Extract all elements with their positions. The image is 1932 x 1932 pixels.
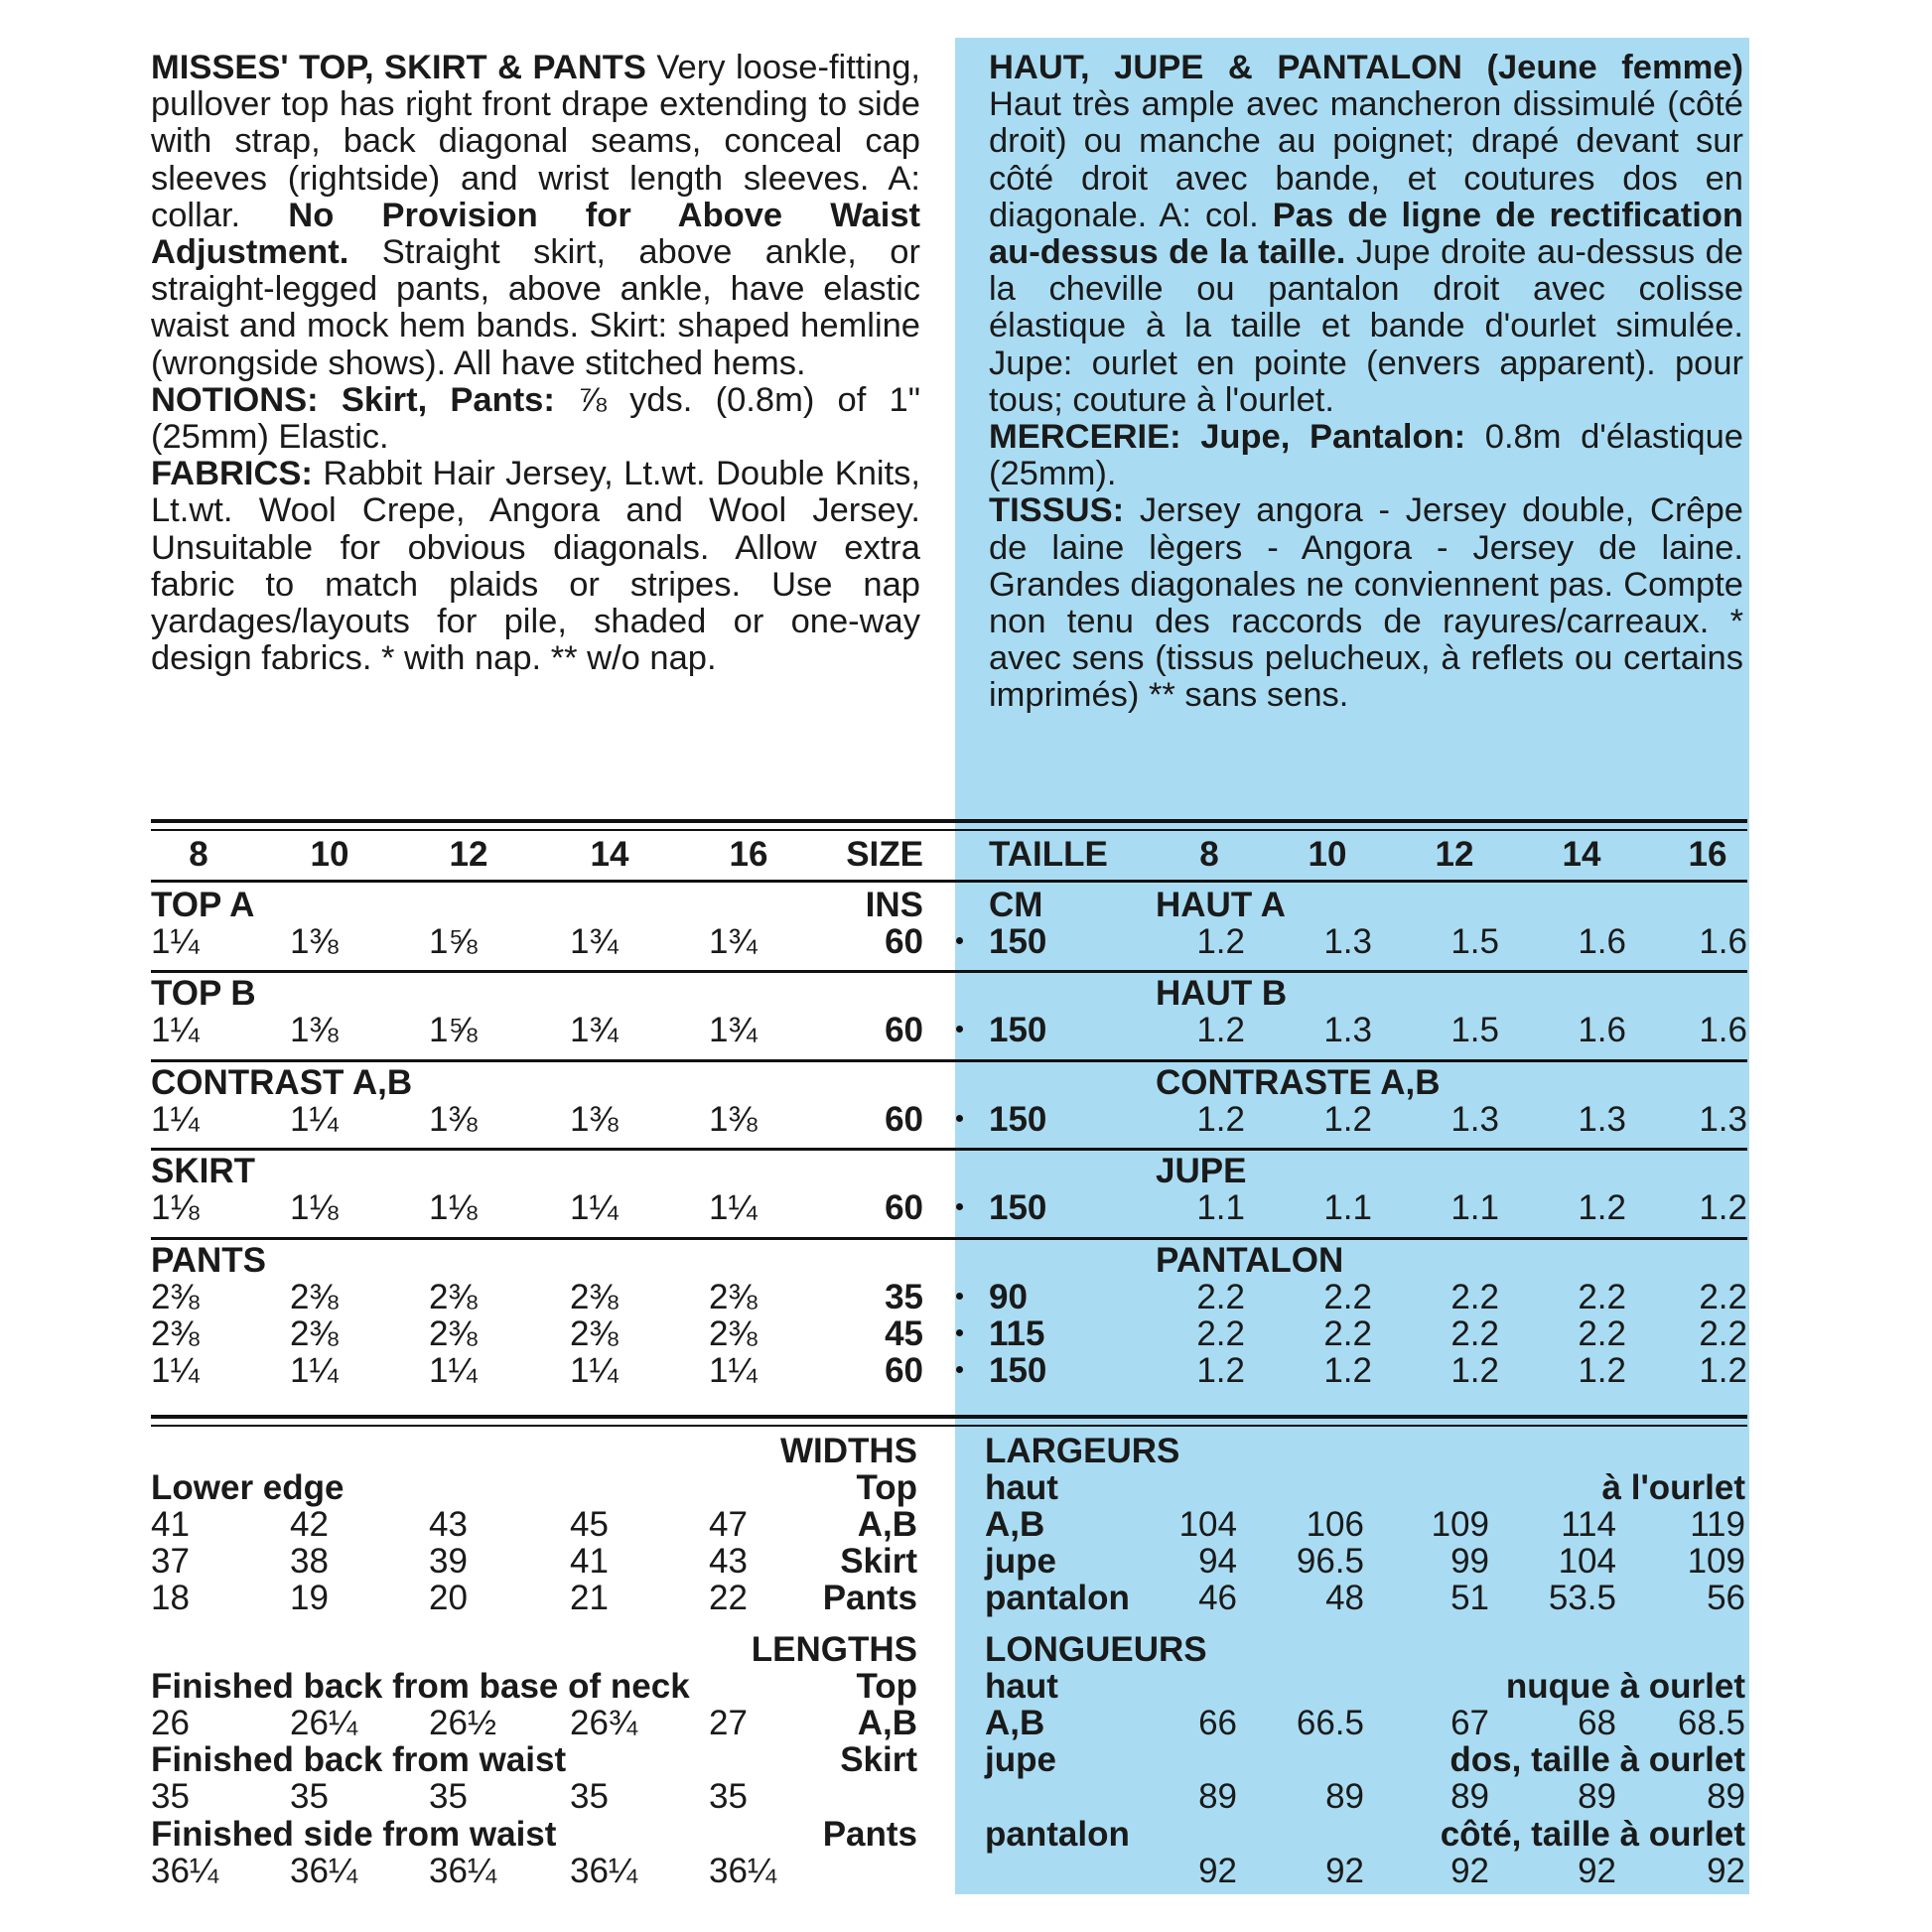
yardage-value-en: 1¼ xyxy=(570,1188,619,1227)
width-value-en: 45 xyxy=(570,1505,609,1544)
fabric-width-cm: 150 xyxy=(989,1100,1047,1139)
yardage-value-fr: 1.2 xyxy=(1578,1188,1626,1227)
yardage-value-en: 2⅜ xyxy=(709,1314,758,1353)
size-header-fr: 10 xyxy=(1308,835,1347,874)
french-description: HAUT, JUPE & PANTALON (Jeune femme) Haut très ample avec mancheron dissimulé (côté droit) ou manche au poignet; drapé devant sur côté droit avec bande, et coutures dos en diagonale. A: col. Pas de ligne de rectification au-dessus de la taille. Jupe droite au-dessus de la cheville ou pantalon droit avec colisse élastique à la taille et bande d'ourlet simulée. Jupe: ourlet en pointe (envers apparent). pour tous; couture à l'ourlet. MERCERIE: Jupe, Pantalon: 0.8m d'élastique (25mm). TISSUS: Jersey angora - Jersey double, Crêpe de laine lègers - Angora - Jersey de laine. Grandes diagonales ne conviennent pas. Compte non tenu des raccords de rayures/carreaux. * avec sens (tissus pelucheux, à reflets ou certains imprimés) ** sans sens. xyxy=(989,49,1743,715)
width-value-fr: 109 xyxy=(1687,1542,1745,1581)
length-skirt-value-fr: 89 xyxy=(1450,1777,1489,1816)
section-rule xyxy=(151,1059,1747,1062)
yardage-value-fr: 1.2 xyxy=(1323,1351,1372,1390)
width-value-fr: 56 xyxy=(1707,1579,1745,1617)
with-nap-marker xyxy=(956,1329,963,1336)
length-pants-value-en: 36¼ xyxy=(429,1852,497,1890)
yardage-value-fr: 1.6 xyxy=(1699,922,1747,961)
yardage-value-fr: 2.2 xyxy=(1196,1314,1245,1353)
widths-title: WIDTHS xyxy=(779,1432,917,1470)
section-rule xyxy=(151,1237,1747,1240)
section-rule xyxy=(151,1148,1747,1151)
length-skirt-value-en: 35 xyxy=(709,1777,748,1816)
yardage-value-en: 1⅛ xyxy=(429,1188,478,1227)
length-top-value-fr: 68.5 xyxy=(1677,1704,1745,1742)
width-value-fr: 46 xyxy=(1198,1579,1237,1617)
ins-label: INS xyxy=(865,886,923,924)
width-value-fr: 114 xyxy=(1561,1505,1616,1544)
fabric-width-cm: 150 xyxy=(989,1351,1047,1390)
yardage-value-en: 1¼ xyxy=(151,1011,200,1049)
length-top-value-fr: 67 xyxy=(1450,1704,1489,1742)
fabric-width-in: 60 xyxy=(885,922,923,961)
yardage-value-fr: 1.2 xyxy=(1699,1351,1747,1390)
yardage-value-en: 2⅜ xyxy=(290,1278,339,1316)
section-label-fr: CONTRASTE A,B xyxy=(1156,1063,1441,1102)
yardage-value-fr: 1.5 xyxy=(1450,1011,1499,1049)
width-value-en: 39 xyxy=(429,1542,468,1581)
yardage-value-fr: 2.2 xyxy=(1699,1314,1747,1353)
length-pants-value-en: 36¼ xyxy=(570,1852,638,1890)
length-skirt-value-en: 35 xyxy=(151,1777,190,1816)
width-value-en: 18 xyxy=(151,1579,190,1617)
width-row-label-en: A,B xyxy=(857,1505,917,1544)
width-row-label-en: Pants xyxy=(822,1579,917,1617)
table-top-rule xyxy=(151,819,1747,823)
length-top-desc-en: Finished back from base of neck xyxy=(151,1667,690,1706)
length-skirt-label-en: Skirt xyxy=(840,1740,917,1779)
largeurs-title: LARGEURS xyxy=(985,1432,1180,1470)
yardage-value-fr: 1.2 xyxy=(1196,1100,1245,1139)
section-label-en: SKIRT xyxy=(151,1152,255,1190)
yardage-value-fr: 1.2 xyxy=(1450,1351,1499,1390)
yardage-value-en: 1¼ xyxy=(709,1351,758,1390)
yardage-value-fr: 2.2 xyxy=(1323,1278,1372,1316)
width-value-fr: 99 xyxy=(1450,1542,1489,1581)
yardage-value-en: 2⅜ xyxy=(429,1314,478,1353)
width-value-fr: 106 xyxy=(1306,1505,1364,1544)
yardage-value-en: 1⅜ xyxy=(429,1100,478,1139)
yardage-value-fr: 1.1 xyxy=(1323,1188,1372,1227)
width-value-en: 20 xyxy=(429,1579,468,1617)
widths-subtitle-en: Lower edge xyxy=(151,1468,345,1507)
yardage-value-en: 1¾ xyxy=(709,1011,758,1049)
yardage-value-en: 2⅜ xyxy=(709,1278,758,1316)
yardage-value-fr: 1.3 xyxy=(1699,1100,1747,1139)
yardage-value-fr: 1.2 xyxy=(1699,1188,1747,1227)
length-top-value-en: 26 xyxy=(151,1704,190,1742)
with-nap-marker xyxy=(956,1203,963,1210)
yardage-value-en: 1¼ xyxy=(290,1351,339,1390)
yardage-value-en: 1¼ xyxy=(429,1351,478,1390)
with-nap-marker xyxy=(956,1366,963,1373)
width-value-en: 41 xyxy=(151,1505,190,1544)
size-header-fr: 16 xyxy=(1688,835,1727,874)
size-header-fr: 8 xyxy=(1199,835,1219,874)
length-pants-value-fr: 92 xyxy=(1325,1852,1364,1890)
section-label-fr: HAUT B xyxy=(1156,974,1288,1013)
yardage-value-fr: 1.2 xyxy=(1578,1351,1626,1390)
length-skirt-value-fr: 89 xyxy=(1578,1777,1616,1816)
measure-top-rule xyxy=(151,1415,1747,1419)
section-label-en: CONTRAST A,B xyxy=(151,1063,413,1102)
yardage-value-en: 2⅜ xyxy=(429,1278,478,1316)
length-skirt-label-fr: jupe xyxy=(985,1740,1056,1779)
length-top-value-en: 26½ xyxy=(429,1704,497,1742)
yardage-value-en: 1⅜ xyxy=(290,922,339,961)
yardage-value-fr: 2.2 xyxy=(1196,1278,1245,1316)
yardage-value-en: 1⅝ xyxy=(429,1011,478,1049)
size-header-en: 12 xyxy=(449,835,488,874)
width-value-en: 43 xyxy=(709,1542,748,1581)
yardage-value-fr: 2.2 xyxy=(1578,1314,1626,1353)
width-value-en: 21 xyxy=(570,1579,609,1617)
header-rule xyxy=(151,880,1747,883)
yardage-value-fr: 1.3 xyxy=(1323,1011,1372,1049)
size-header-fr: 14 xyxy=(1562,835,1601,874)
section-label-fr: PANTALON xyxy=(1156,1241,1344,1280)
with-nap-marker xyxy=(956,937,963,944)
yardage-value-en: 2⅜ xyxy=(151,1314,200,1353)
yardage-value-en: 1¼ xyxy=(151,922,200,961)
fabric-width-cm: 150 xyxy=(989,922,1047,961)
length-top-value-fr: 66 xyxy=(1198,1704,1237,1742)
length-top-value-fr: 66.5 xyxy=(1296,1704,1364,1742)
fabric-width-in: 45 xyxy=(885,1314,923,1353)
yardage-value-fr: 1.1 xyxy=(1196,1188,1245,1227)
yardage-value-en: 1¾ xyxy=(570,1011,619,1049)
width-value-en: 41 xyxy=(570,1542,609,1581)
yardage-value-en: 1⅝ xyxy=(429,922,478,961)
widths-subtitle-fr: haut xyxy=(985,1468,1058,1507)
length-pants-value-fr: 92 xyxy=(1578,1852,1616,1890)
yardage-value-en: 1¼ xyxy=(151,1351,200,1390)
table-top-rule-thin xyxy=(151,829,1747,831)
width-row-label-fr: pantalon xyxy=(985,1579,1130,1617)
section-label-en: TOP A xyxy=(151,886,255,924)
width-row-label-fr: jupe xyxy=(985,1542,1056,1581)
longueurs-title: LONGUEURS xyxy=(985,1630,1207,1669)
width-row-label-en: Skirt xyxy=(840,1542,917,1581)
length-skirt-desc-fr: dos, taille à ourlet xyxy=(1449,1740,1745,1779)
yardage-value-en: 1⅜ xyxy=(570,1100,619,1139)
length-skirt-value-en: 35 xyxy=(290,1777,329,1816)
yardage-value-fr: 2.2 xyxy=(1323,1314,1372,1353)
widths-hem-label: à l'ourlet xyxy=(1601,1468,1745,1507)
length-top-ab-fr: A,B xyxy=(985,1704,1045,1742)
yardage-value-fr: 1.3 xyxy=(1323,922,1372,961)
yardage-value-en: 1¾ xyxy=(709,922,758,961)
yardage-value-en: 1¾ xyxy=(570,922,619,961)
length-top-label-fr: haut xyxy=(985,1667,1058,1706)
yardage-value-en: 2⅜ xyxy=(570,1278,619,1316)
yardage-value-fr: 2.2 xyxy=(1578,1278,1626,1316)
yardage-value-en: 2⅜ xyxy=(151,1278,200,1316)
french-title: HAUT, JUPE & PANTALON (Jeune femme) xyxy=(989,49,1743,86)
measure-top-rule-thin xyxy=(151,1425,1747,1427)
section-label-en: TOP B xyxy=(151,974,256,1013)
fabric-width-in: 60 xyxy=(885,1100,923,1139)
width-value-fr: 94 xyxy=(1198,1542,1237,1581)
fabric-width-in: 60 xyxy=(885,1188,923,1227)
yardage-value-fr: 1.2 xyxy=(1196,922,1245,961)
length-skirt-value-en: 35 xyxy=(429,1777,468,1816)
length-pants-value-fr: 92 xyxy=(1450,1852,1489,1890)
yardage-value-en: 1¼ xyxy=(570,1351,619,1390)
yardage-value-en: 1⅛ xyxy=(290,1188,339,1227)
length-pants-desc-fr: côté, taille à ourlet xyxy=(1440,1815,1745,1854)
section-label-en: PANTS xyxy=(151,1241,267,1280)
width-value-en: 19 xyxy=(290,1579,329,1617)
size-header-en: 14 xyxy=(590,835,629,874)
lengths-title: LENGTHS xyxy=(751,1630,917,1669)
yardage-value-en: 1⅛ xyxy=(151,1188,200,1227)
yardage-value-en: 2⅜ xyxy=(570,1314,619,1353)
width-value-fr: 51 xyxy=(1450,1579,1489,1617)
yardage-value-en: 1¼ xyxy=(290,1100,339,1139)
length-pants-desc-en: Finished side from waist xyxy=(151,1815,557,1854)
yardage-value-fr: 1.2 xyxy=(1196,1351,1245,1390)
width-value-en: 38 xyxy=(290,1542,329,1581)
length-skirt-value-en: 35 xyxy=(570,1777,609,1816)
with-nap-marker xyxy=(956,1293,963,1300)
length-pants-label-fr: pantalon xyxy=(985,1815,1130,1854)
length-top-value-en: 27 xyxy=(709,1704,748,1742)
length-pants-value-fr: 92 xyxy=(1198,1852,1237,1890)
cm-label: CM xyxy=(989,886,1043,924)
length-top-value-fr: 68 xyxy=(1578,1704,1616,1742)
width-value-fr: 119 xyxy=(1690,1505,1745,1544)
length-pants-value-en: 36¼ xyxy=(290,1852,358,1890)
length-pants-label-en: Pants xyxy=(822,1815,917,1854)
size-header-en: 8 xyxy=(189,835,208,874)
yardage-value-en: 1¼ xyxy=(151,1100,200,1139)
with-nap-marker xyxy=(956,1026,963,1033)
yardage-value-en: 2⅜ xyxy=(290,1314,339,1353)
fabric-width-in: 60 xyxy=(885,1011,923,1049)
taille-label: TAILLE xyxy=(989,835,1108,874)
length-skirt-value-fr: 89 xyxy=(1707,1777,1745,1816)
yardage-value-en: 1¼ xyxy=(709,1188,758,1227)
yardage-value-fr: 1.2 xyxy=(1196,1011,1245,1049)
yardage-value-fr: 1.3 xyxy=(1578,1100,1626,1139)
width-value-en: 47 xyxy=(709,1505,748,1544)
length-skirt-value-fr: 89 xyxy=(1325,1777,1364,1816)
length-top-label-en: Top xyxy=(856,1667,917,1706)
yardage-value-fr: 1.6 xyxy=(1699,1011,1747,1049)
width-value-fr: 104 xyxy=(1558,1542,1616,1581)
length-top-value-en: 26¼ xyxy=(290,1704,358,1742)
width-value-fr: 48 xyxy=(1325,1579,1364,1617)
with-nap-marker xyxy=(956,1115,963,1122)
section-rule xyxy=(151,970,1747,973)
yardage-value-fr: 1.3 xyxy=(1450,1100,1499,1139)
fabric-width-in: 60 xyxy=(885,1351,923,1390)
english-title: MISSES' TOP, SKIRT & PANTS xyxy=(151,49,646,86)
yardage-value-fr: 1.5 xyxy=(1450,922,1499,961)
yardage-value-fr: 1.6 xyxy=(1578,922,1626,961)
size-label: SIZE xyxy=(846,835,923,874)
width-value-en: 42 xyxy=(290,1505,329,1544)
fabric-width-in: 35 xyxy=(885,1278,923,1316)
size-header-en: 16 xyxy=(729,835,768,874)
width-value-fr: 96.5 xyxy=(1296,1542,1364,1581)
fabric-width-cm: 115 xyxy=(989,1314,1045,1353)
length-top-ab-en: A,B xyxy=(857,1704,917,1742)
widths-top-label: Top xyxy=(856,1468,917,1507)
width-value-fr: 104 xyxy=(1178,1505,1237,1544)
yardage-value-fr: 1.2 xyxy=(1323,1100,1372,1139)
length-pants-value-fr: 92 xyxy=(1707,1852,1745,1890)
yardage-value-en: 1⅜ xyxy=(290,1011,339,1049)
length-skirt-value-fr: 89 xyxy=(1198,1777,1237,1816)
width-value-fr: 109 xyxy=(1431,1505,1489,1544)
width-value-en: 22 xyxy=(709,1579,748,1617)
width-value-en: 43 xyxy=(429,1505,468,1544)
length-skirt-desc-en: Finished back from waist xyxy=(151,1740,567,1779)
yardage-value-fr: 2.2 xyxy=(1699,1278,1747,1316)
yardage-value-fr: 1.1 xyxy=(1450,1188,1499,1227)
yardage-value-en: 1⅜ xyxy=(709,1100,758,1139)
yardage-value-fr: 2.2 xyxy=(1450,1314,1499,1353)
size-header-fr: 12 xyxy=(1435,835,1474,874)
fabric-width-cm: 150 xyxy=(989,1188,1047,1227)
yardage-value-fr: 1.6 xyxy=(1578,1011,1626,1049)
width-row-label-fr: A,B xyxy=(985,1505,1045,1544)
english-description: MISSES' TOP, SKIRT & PANTS Very loose-fitting, pullover top has right front drape extending to side with strap, back diagonal seams, conceal cap sleeves (rightside) and wrist length sleeves. A: collar. No Provision for Above Waist Adjustment. Straight skirt, above ankle, or straight-legged pants, above ankle, have elastic waist and mock hem bands. Skirt: shaped hemline (wrongside shows). All have stitched hems. NOTIONS: Skirt, Pants: ⅞ yds. (0.8m) of 1" (25mm) Elastic. FABRICS: Rabbit Hair Jersey, Lt.wt. Double Knits, Lt.wt. Wool Crepe, Angora and Wool Jersey. Unsuitable for obvious diagonals. Allow extra fabric to match plaids or stripes. Use nap yardages/layouts for pile, shaded or one-way design fabrics. * with nap. ** w/o nap. xyxy=(151,49,920,678)
fabric-width-cm: 90 xyxy=(989,1278,1028,1316)
size-header-en: 10 xyxy=(310,835,349,874)
width-value-fr: 53.5 xyxy=(1548,1579,1616,1617)
section-label-fr: HAUT A xyxy=(1156,886,1286,924)
width-value-en: 37 xyxy=(151,1542,190,1581)
yardage-value-fr: 2.2 xyxy=(1450,1278,1499,1316)
length-pants-value-en: 36¼ xyxy=(709,1852,777,1890)
length-top-value-en: 26¾ xyxy=(570,1704,638,1742)
length-top-desc-fr: nuque à ourlet xyxy=(1505,1667,1745,1706)
length-pants-value-en: 36¼ xyxy=(151,1852,219,1890)
fabric-width-cm: 150 xyxy=(989,1011,1047,1049)
section-label-fr: JUPE xyxy=(1156,1152,1247,1190)
